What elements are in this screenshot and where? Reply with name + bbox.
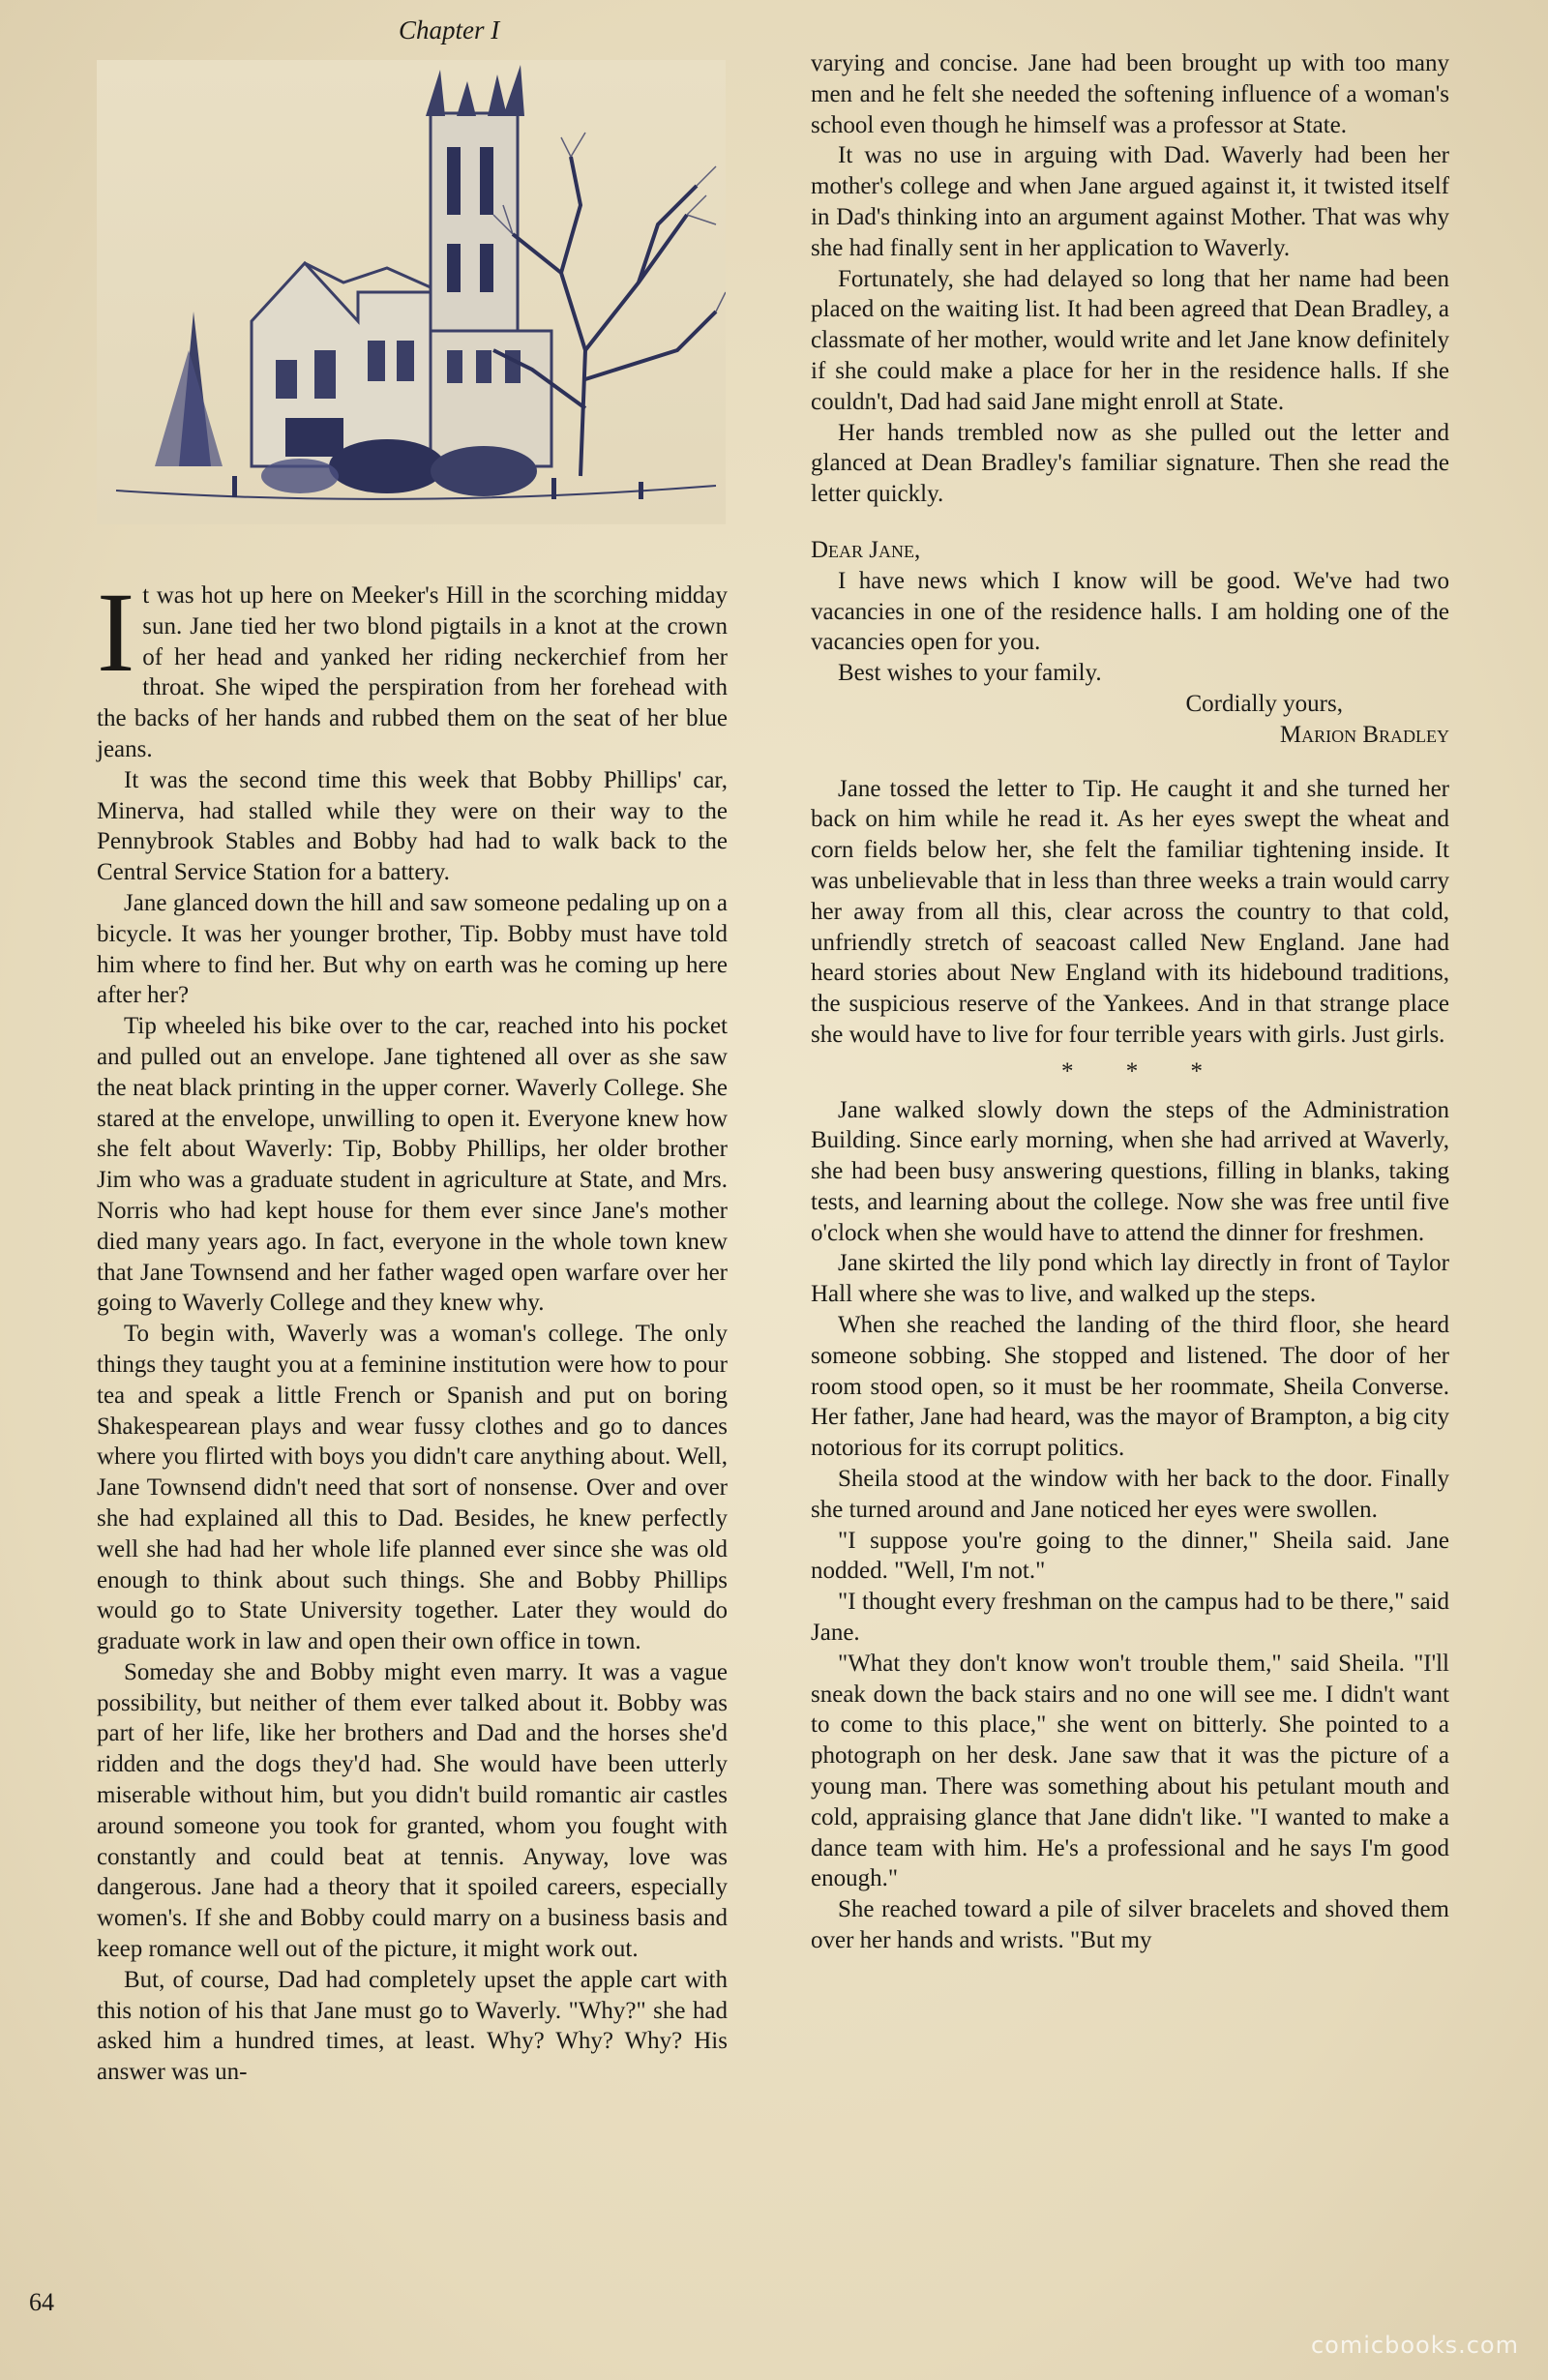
watermark: comicbooks.com [1310, 2332, 1519, 2359]
paragraph: It was the second time this week that Bobby Phillips' car, Minerva, had stalled while they were on their way to the Pennybrook Stables and Bobby had had to walk back to the Central Service Station for a battery. [97, 766, 728, 886]
drop-cap: I [97, 569, 135, 696]
letter-body: I have news which I know will be good. We've had two vacancies in one of the residence halls. I am holding one of the vacancies open for you. [811, 567, 1449, 656]
letter-closing: Cordially yours, [1185, 690, 1343, 717]
paragraph: varying and concise. Jane had been brought up with too many men and he felt she needed the softening influence of a woman's school even though he himself was a professor at State. [811, 50, 1449, 138]
paragraph: Jane walked slowly down the steps of the Administration Building. Since early morning, when she had arrived at Waverly, she had been busy answering questions, filling in blanks, taking tests, and learning about the college. Now she was free until five o'clock when she would have to attend the dinner for freshmen. [811, 1096, 1449, 1246]
paragraph: Her hands trembled now as she pulled out the letter and glanced at Dean Bradley's familiar signature. Then she read the letter quickly. [811, 419, 1449, 508]
paragraph: Fortunately, she had delayed so long that her name had been placed on the waiting list. It had been agreed that Dean Bradley, a classmate of her mother, would write and let Jane know definitely if she could make a place for her in the residence halls. If she couldn't, Dad had said Jane might enroll at State. [811, 265, 1449, 415]
paragraph: "What they don't know won't trouble them," said Sheila. "I'll sneak down the back stairs and no one will see me. I didn't want to come to this place," she went on bitterly. She pointed to a photograph on her desk. Jane saw that it was the picture of a young man. There was something about his petulant mouth and cold, appraising glance that Jane didn't like. "I wanted to make a dance team with him. He's a professional and he says I'm good enough." [811, 1650, 1449, 1892]
chapter-title: Chapter I [399, 15, 500, 45]
left-column [97, 569, 728, 2088]
paragraph: She reached toward a pile of silver bracelets and shoved them over her hands and wrists. "But my [811, 1896, 1449, 1954]
paragraph: Tip wheeled his bike over to the car, reached into his pocket and pulled out an envelope. Jane tightened all over as she saw the neat black printing in the upper corner. Waverly College. She stared at the envelope, unwilling to open it. Everyone knew how she felt about Waverly: Tip, Bobby Phillips, her older brother Jim who was a graduate student in agriculture at State, and Mrs. Norris who had kept house for them ever since Jane's mother died many years ago. In fact, everyone in the whole town knew that Jane Townsend and her father waged open warfare over her going to Waverly College and they knew why. [97, 1013, 728, 1317]
paragraph: Someday she and Bobby might even marry. It was a vague possibility, but neither of them ever talked about it. Bobby was part of her life, like her brothers and Dad and the horses she'd ridden and the dogs they'd had. She would have been utterly miserable without him, but you didn't build romantic air castles around someone you took for granted, whom you fought with constantly and could beat at tennis. Anyway, love was dangerous. Jane had a theory that it spoiled careers, especially women's. If she and Bobby could marry on a business basis and keep romance well out of the picture, it might work out. [97, 1658, 728, 1963]
section-break: * * * [1061, 1057, 1226, 1085]
spacer [811, 751, 1449, 774]
page-number: 64 [29, 2288, 54, 2316]
paragraph: "I suppose you're going to the dinner," Sheila said. Jane nodded. "Well, I'm not." [811, 1527, 1449, 1585]
letter-salutation: Dear Jane, [811, 536, 921, 563]
illustration-drawing [97, 60, 726, 524]
letter-signature: Marion Bradley [1279, 721, 1449, 748]
letter-wishes: Best wishes to your family. [838, 660, 1102, 687]
paragraph: Sheila stood at the window with her back to the door. Finally she turned around and Jane noticed her eyes were swollen. [811, 1466, 1449, 1523]
paragraph: To begin with, Waverly was a woman's college. The only things they taught you at a feminine institution were how to pour tea and speak a little French or Spanish and put on boring Shakespearean plays and wear fussy clothes and go to dances where you flirted with boys you didn't care anything about. Well, Jane Townsend didn't need that sort of nonsense. Over and over she had explained all this to Dad. Besides, he knew perfectly well she had had her whole life planned ever since she was old enough to think about such things. She and Bobby Phillips would go to State University together. Later they would do graduate work in law and open their own office in town. [97, 1321, 728, 1655]
paragraph: Jane glanced down the hill and saw someone pedaling up on a bicycle. It was her younger brother, Tip. Bobby must have told him where to find her. But why on earth was he coming up here after her? [97, 889, 728, 1009]
paragraph: "I thought every freshman on the campus had to be there," said Jane. [811, 1589, 1449, 1647]
right-column [811, 48, 1449, 1956]
college-tower-illustration [97, 60, 726, 524]
paragraph: But, of course, Dad had completely upset the apple cart with this notion of his that Jane must go to Waverly. "Why?" she had asked him a hundred times, at least. Why? Why? Why? His answer was un- [97, 1966, 728, 2086]
paragraph: Jane tossed the letter to Tip. He caught it and she turned her back on him while he read it. As her eyes swept the wheat and corn fields below her, she felt the familiar tightening inside. It was unbelievable that in less than three weeks a train would carry her away from all this, clear across the country to that cold, unfriendly stretch of seacoast called New England. Jane had heard stories about New England with its hidebound traditions, the suspicious reserve of the Yankees. And in that strange place she would have to live for four terrible years with girls. Just girls. [811, 775, 1449, 1048]
paragraph: When she reached the landing of the third floor, she heard someone sobbing. She stopped and listened. The door of her room stood open, so it must be her roommate, Sheila Converse. Her father, Jane had heard, was the mayor of Brampton, a big city notorious for its corrupt politics. [811, 1312, 1449, 1462]
paragraph: Jane skirted the lily pond which lay directly in front of Taylor Hall where she was to live, and walked up the steps. [811, 1250, 1449, 1308]
paragraph: It was no use in arguing with Dad. Waverly had been her mother's college and when Jane argued against it, it twisted itself in Dad's thinking into an argument against Mother. That was why she had finally sent in her application to Waverly. [811, 142, 1449, 261]
paragraph: t was hot up here on Meeker's Hill in the scorching midday sun. Jane tied her two blond pigtails in a knot at the crown of her head and yanked her riding neckerchief from her throat. She wiped the perspiration from her forehead with the backs of her hands and rubbed them on the seat of her blue jeans. [97, 582, 728, 762]
